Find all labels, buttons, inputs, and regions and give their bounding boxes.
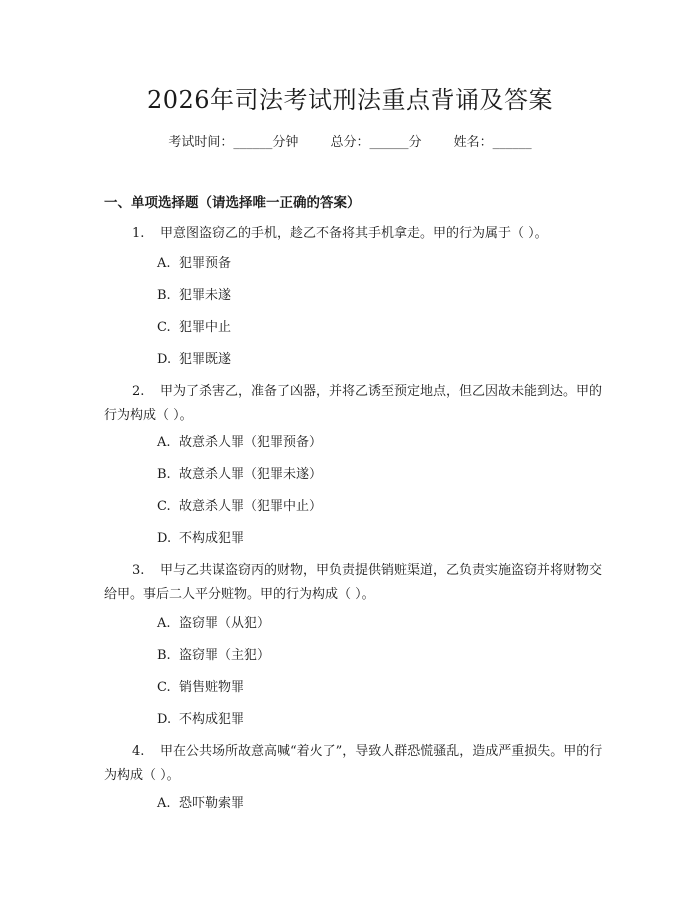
option-letter: D. <box>157 352 172 367</box>
option-3b <box>157 646 270 666</box>
option-2a <box>157 433 322 453</box>
name-label: 姓名：______ <box>453 135 532 150</box>
option-1d <box>157 350 231 370</box>
option-text: 故意杀人罪（犯罪预备） <box>179 435 323 450</box>
option-2b <box>157 465 322 485</box>
option-text: 故意杀人罪（犯罪未遂） <box>179 467 323 482</box>
option-1b <box>157 286 231 306</box>
option-2c <box>157 497 322 517</box>
option-letter: D. <box>157 531 172 546</box>
option-2d <box>157 529 244 549</box>
option-letter: C. <box>157 499 171 514</box>
exam-meta <box>0 131 700 150</box>
option-4a <box>157 794 244 814</box>
option-text: 犯罪预备 <box>179 256 232 271</box>
option-1a <box>157 254 231 274</box>
option-text: 不构成犯罪 <box>179 531 245 546</box>
question-text: 甲与乙共谋盗窃丙的财物，甲负责提供销赃渠道，乙负责实施盗窃并将财物交给甲。事后二人平分赃物。甲的行为构成（ ）。 <box>104 563 603 602</box>
question-3 <box>104 559 604 607</box>
option-letter: D. <box>157 712 172 727</box>
option-letter: C. <box>157 680 171 695</box>
option-text: 故意杀人罪（犯罪中止） <box>179 499 323 514</box>
question-4 <box>104 740 604 788</box>
question-number: 2. <box>132 384 145 399</box>
option-letter: B. <box>157 648 171 663</box>
question-text: 甲意图盗窃乙的手机，趁乙不备将其手机拿走。甲的行为属于（ ）。 <box>160 226 548 241</box>
option-text: 盗窃罪（从犯） <box>179 616 271 631</box>
option-3a <box>157 614 270 634</box>
option-3c <box>157 678 244 698</box>
question-2 <box>104 380 604 428</box>
option-text: 犯罪中止 <box>179 320 232 335</box>
option-text: 销售赃物罪 <box>179 680 245 695</box>
option-text: 犯罪未遂 <box>179 288 232 303</box>
option-1c <box>157 318 231 338</box>
option-text: 不构成犯罪 <box>179 712 245 727</box>
question-text: 甲在公共场所故意高喊“着火了”，导致人群恐慌骚乱，造成严重损失。甲的行为构成（ ）。 <box>104 744 603 783</box>
section-heading: 一、单项选择题（请选择唯一正确的答案） <box>104 195 361 211</box>
page-title: 2026年司法考试刑法重点背诵及答案 <box>146 86 554 114</box>
option-letter: C. <box>157 320 171 335</box>
question-number: 3. <box>132 563 145 578</box>
option-letter: A. <box>157 256 171 271</box>
option-letter: A. <box>157 435 171 450</box>
option-letter: B. <box>157 467 171 482</box>
option-text: 恐吓勒索罪 <box>179 796 245 811</box>
question-1 <box>104 222 604 246</box>
question-number: 4. <box>132 744 145 759</box>
option-letter: A. <box>157 616 171 631</box>
option-letter: B. <box>157 288 171 303</box>
option-text: 盗窃罪（主犯） <box>179 648 271 663</box>
option-text: 犯罪既遂 <box>179 352 232 367</box>
question-text: 甲为了杀害乙，准备了凶器，并将乙诱至预定地点，但乙因故未能到达。甲的行为构成（ ）。 <box>104 384 603 423</box>
question-number: 1. <box>132 226 145 241</box>
option-letter: A. <box>157 796 171 811</box>
option-3d <box>157 710 244 730</box>
total-score-label: 总分：______分 <box>330 135 422 150</box>
exam-time-label: 考试时间：______分钟 <box>168 135 299 150</box>
